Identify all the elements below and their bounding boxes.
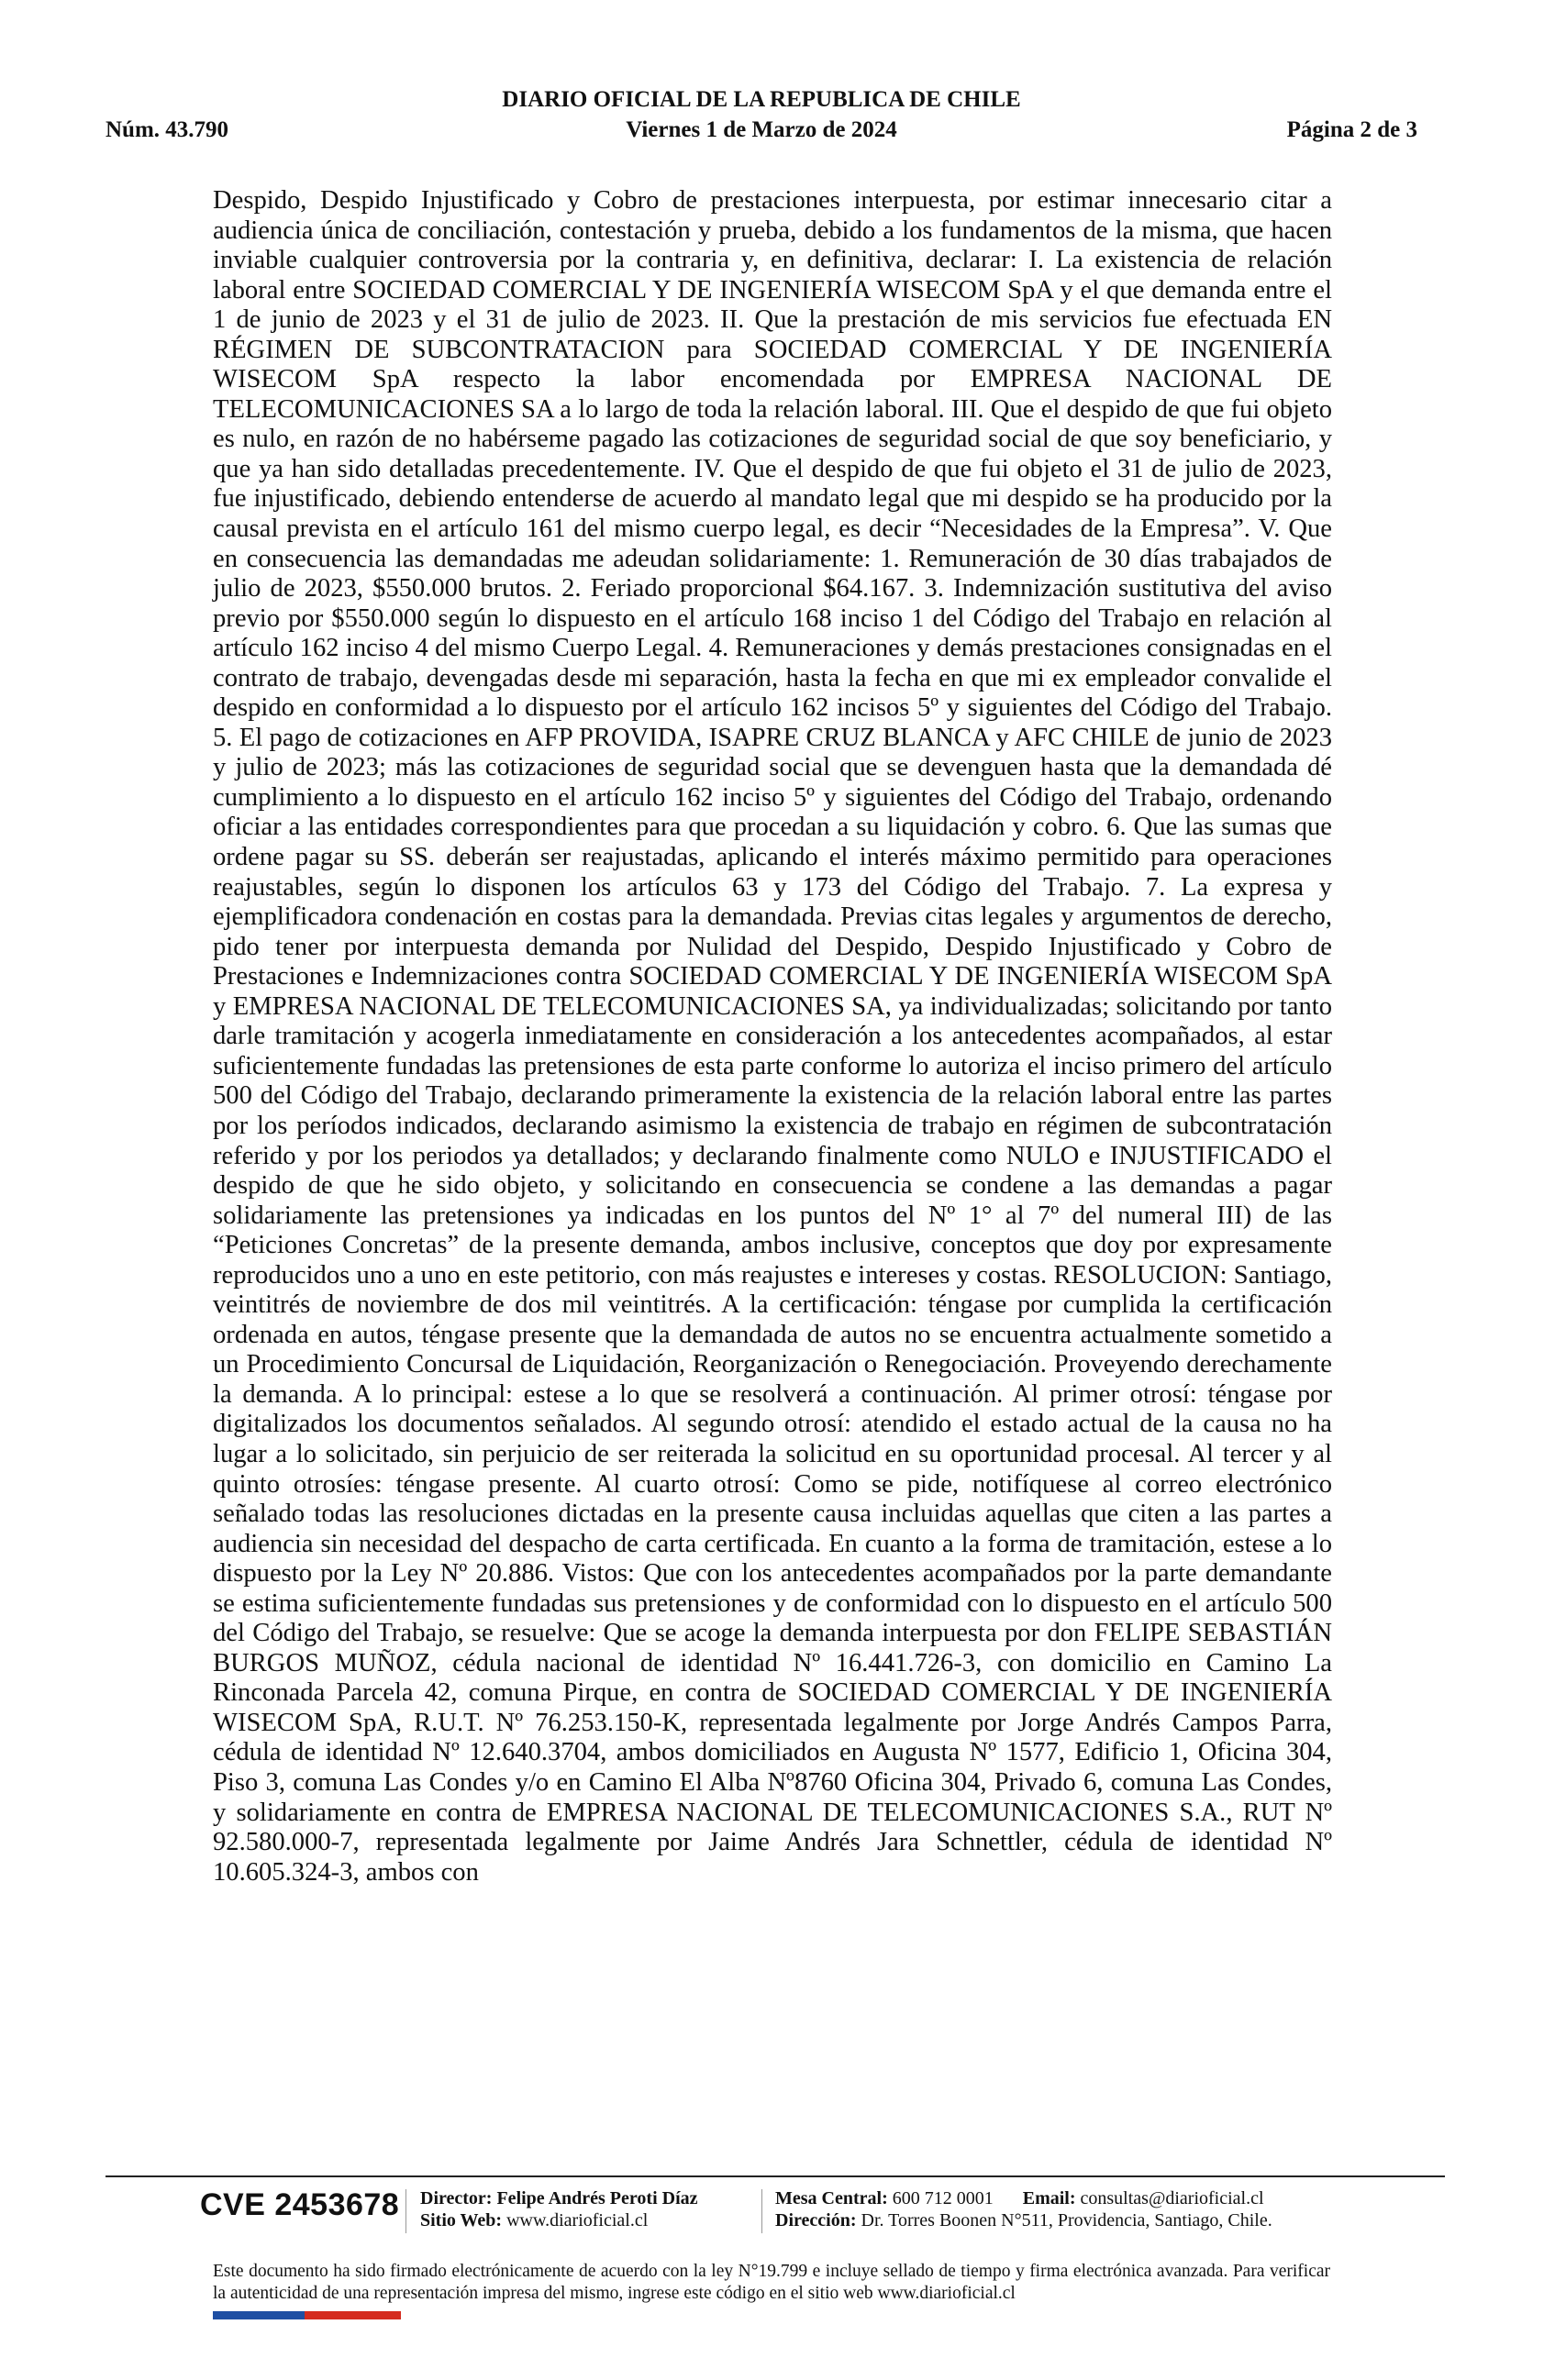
footer-separator [405,2189,406,2233]
signature-disclaimer: Este documento ha sido firmado electrónicamente de acuerdo con la ley N°19.799 e incluye sellado de tiempo y firma electrónica avanzada. Para verificar la autenticidad de una representación impresa del mismo, ingrese este código en el sitio web www.diarioficial.cl [213,2262,1330,2303]
document-body-text: Despido, Despido Injustificado y Cobro de prestaciones interpuesta, por estimar innecesario citar a audiencia única de conciliación, contestación y prueba, debido a los fundamentos de la misma, que hacen inviable cualquier controversia por la contraria y, en definitiva, declarar: I. La existencia de relación laboral entre SOCIEDAD COMERCIAL Y DE INGENIERÍA WISECOM SpA y el que demanda entre el 1 de junio de 2023 y el 31 de julio de 2023. II. Que la prestación de mis servicios fue efectuada EN RÉGIMEN DE SUBCONTRATACION para SOCIEDAD COMERCIAL Y DE INGENIERÍA WISECOM SpA respecto la labor encomendada por EMPRESA NACIONAL DE TELECOMUNICACIONES SA a lo largo de toda la relación laboral. III. Que el despido de que fui objeto es nulo, en razón de no habérseme pagado las cotizaciones de seguridad social de que soy beneficiario, y que ya han sido detalladas precedentemente. IV. Que el despido de que fui objeto el 31 de julio de 2023, fue injustificado, debiendo entenderse de acuerdo al mandato legal que mi despido se ha producido por la causal prevista en el artículo 161 del mismo cuerpo legal, es decir “Necesidades de la Empresa”. V. Que en consecuencia las demandadas me adeudan solidariamente: 1. Remuneración de 30 días trabajados de julio de 2023, $550.000 brutos. 2. Feriado proporcional $64.167. 3. Indemnización sustitutiva del aviso previo por $550.000 según lo dispuesto en el artículo 168 inciso 1 del Código del Trabajo en relación al artículo 162 inciso 4 del mismo Cuerpo Legal. 4. Remuneraciones y demás prestaciones consignadas en el contrato de trabajo, devengadas desde mi separación, hasta la fecha en que mi ex empleador convalide el despido en conformidad a lo dispuesto por el artículo 162 incisos 5º y siguientes del Código del Trabajo. 5. El pago de cotizaciones en AFP PROVIDA, ISAPRE CRUZ BLANCA y AFC CHILE de junio de 2023 y julio de 2023; más las cotizaciones de seguridad social que se devenguen hasta que la demandada dé cumplimiento a lo dispuesto en el artículo 162 inciso 5º y siguientes del Código del Trabajo, ordenando oficiar a las entidades correspondientes para que procedan a su liquidación y cobro. 6. Que las sumas que ordene pagar su SS. deberán ser reajustadas, aplicando el interés máximo permitido para operaciones reajustables, según lo disponen los artículos 63 y 173 del Código del Trabajo. 7. La expresa y ejemplificadora condenación en costas para la demandada. Previas citas legales y argumentos de derecho, pido tener por interpuesta demanda por Nulidad del Despido, Despido Injustificado y Cobro de Prestaciones e Indemnizaciones contra SOCIEDAD COMERCIAL Y DE INGENIERÍA WISECOM SpA y EMPRESA NACIONAL DE TELECOMUNICACIONES SA, ya individualizadas; solicitando por tanto darle tramitación y acogerla inmediatamente en consideración a los antecedentes acompañados, al estar suficientemente fundadas las pretensiones de esta parte conforme lo autoriza el inciso primero del artículo 500 del Código del Trabajo, declarando primeramente la existencia de la relación laboral entre las partes por los períodos indicados, declarando asimismo la existencia de trabajo en régimen de subcontratación referido y por los periodos ya detallados; y declarando finalmente como NULO e INJUSTIFICADO el despido de que he sido objeto, y solicitando en consecuencia se condene a las demandas a pagar solidariamente las pretensiones ya indicadas en los puntos del Nº 1° al 7º del numeral III) de las “Peticiones Concretas” de la presente demanda, ambos inclusive, conceptos que doy por expresamente reproducidos uno a uno en este petitorio, con más reajustes e intereses y costas. RESOLUCION: Santiago, veintitrés de noviembre de dos mil veintitrés. A la certificación: téngase por cumplida la certificación ordenada en autos, téngase presente que la demandada de autos no se encuentra actualmente sometido a un Procedimiento Concursal de Liquidación, Reorganización o Renegociación. Proveyendo derechamente la demanda. A lo principal: estese a lo que se resolverá a continuación. Al primer otrosí: téngase por digitalizados los documentos señalados. Al segundo otrosí: atendido el estado actual de la causa no ha lugar a lo solicitado, sin perjuicio de ser reiterada la solicitud en su oportunidad procesal. Al tercer y al quinto otrosíes: téngase presente. Al cuarto otrosí: Como se pide, notifíquese al correo electrónico señalado todas las resoluciones dictadas en la presente causa incluidas aquellas que citen a las partes a audiencia sin necesidad del despacho de carta certificada. En cuanto a la forma de tramitación, estese a lo dispuesto por la Ley Nº 20.886. Vistos: Que con los antecedentes acompañados por la parte demandante se estima suficientemente fundadas sus pretensiones y de conformidad con lo dispuesto en el artículo 500 del Código del Trabajo, se resuelve: Que se acoge la demanda interpuesta por don FELIPE SEBASTIÁN BURGOS MUÑOZ, cédula nacional de identidad Nº 16.441.726-3, con domicilio en Camino La Rinconada Parcela 42, comuna Pirque, en contra de SOCIEDAD COMERCIAL Y DE INGENIERÍA WISECOM SpA, R.U.T. Nº 76.253.150-K, representada legalmente por Jorge Andrés Campos Parra, cédula de identidad Nº 12.640.3704, ambos domiciliados en Augusta Nº 1577, Edificio 1, Oficina 304, Piso 3, comuna Las Condes y/o en Camino El Alba Nº8760 Oficina 304, Privado 6, comuna Las Condes, y solidariamente en contra de EMPRESA NACIONAL DE TELECOMUNICACIONES S.A., RUT Nº 92.580.000-7, representada legalmente por Jaime Andrés Jara Schnettler, cédula de identidad Nº 10.605.324-3, ambos con [213,186,1332,1887]
address-value: Dr. Torres Boonen N°511, Providencia, Santiago, Chile. [861,2210,1272,2231]
website-link[interactable]: www.diarioficial.cl [506,2210,649,2231]
director-name: Felipe Andrés Peroti Díaz [496,2188,698,2208]
gazette-title: DIARIO OFICIAL DE LA REPUBLICA DE CHILE [502,87,1021,112]
director-label: Director: [420,2188,493,2208]
page-header [106,87,1417,151]
flag-color-bar [213,2311,401,2319]
website-label: Sitio Web: [420,2210,503,2231]
footer-director-block [420,2187,698,2231]
phone-label: Mesa Central: [775,2188,888,2208]
phone-value: 600 712 0001 [892,2188,994,2208]
director-line [420,2187,698,2209]
email-label: Email: [1022,2188,1076,2208]
flag-red-segment [305,2311,401,2319]
page-indicator: Página 2 de 3 [1286,117,1417,142]
address-line [775,2209,1272,2231]
flag-blue-segment [213,2311,305,2319]
website-line [420,2209,698,2231]
email-link[interactable]: consultas@diarioficial.cl [1080,2188,1264,2208]
cve-code: CVE 2453678 [200,2187,400,2222]
footer-separator [761,2189,762,2233]
header-meta-row [106,117,1417,147]
issue-number: Núm. 43.790 [106,117,229,142]
footer-contact-block [775,2187,1272,2231]
address-label: Dirección: [775,2210,857,2231]
issue-date: Viernes 1 de Marzo de 2024 [626,117,897,142]
contact-line [775,2187,1272,2209]
footer-divider [106,2175,1445,2177]
